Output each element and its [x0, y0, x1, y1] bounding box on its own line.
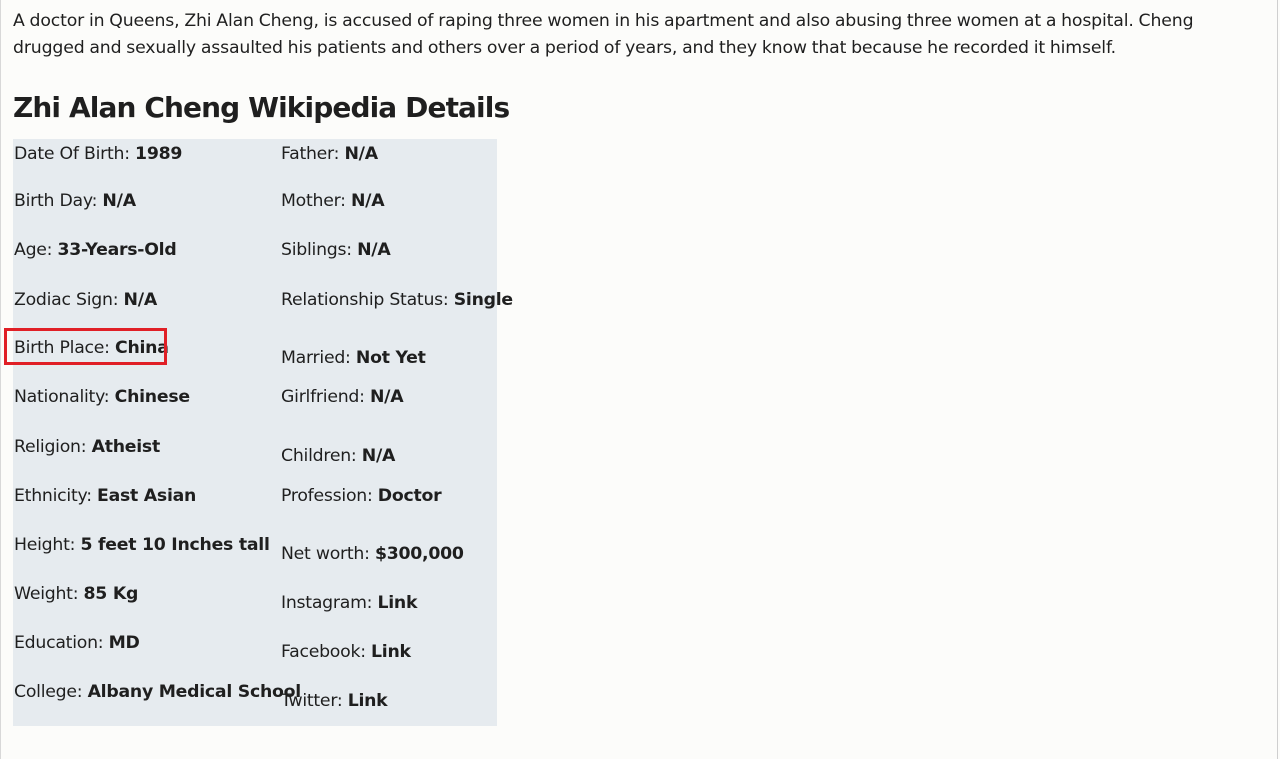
detail-facebook [281, 640, 411, 664]
detail-married [281, 346, 426, 370]
detail-birth-day [14, 189, 136, 213]
detail-label: Girlfriend: [281, 387, 365, 407]
detail-profession [281, 484, 441, 508]
detail-label: Facebook: [281, 642, 366, 662]
detail-value: N/A [357, 240, 391, 260]
page-heading: Zhi Alan Cheng Wikipedia Details [13, 91, 510, 124]
detail-mother [281, 189, 384, 213]
detail-label: Siblings: [281, 240, 352, 260]
detail-value: 33-Years-Old [57, 240, 177, 260]
detail-label: Date Of Birth: [14, 144, 130, 164]
detail-value: N/A [361, 446, 396, 466]
detail-label: College: [14, 682, 83, 702]
detail-value: Single [453, 290, 513, 310]
detail-net-worth [281, 542, 464, 566]
detail-label: Religion: [14, 437, 87, 457]
detail-twitter [281, 689, 387, 713]
detail-value: East Asian [97, 486, 197, 506]
detail-value: N/A [102, 191, 136, 211]
detail-religion [14, 435, 160, 459]
detail-label: Instagram: [281, 593, 373, 613]
detail-weight [14, 582, 138, 606]
detail-value: N/A [350, 191, 385, 211]
detail-label: Zodiac Sign: [14, 290, 119, 310]
detail-label: Ethnicity: [14, 486, 92, 506]
page-right-border [1277, 0, 1278, 759]
detail-label: Weight: [14, 584, 79, 604]
detail-children [281, 444, 395, 468]
detail-label: Height: [14, 535, 76, 555]
detail-value: 85 Kg [83, 584, 139, 604]
detail-value: N/A [123, 290, 157, 310]
detail-zodiac-sign [14, 288, 157, 312]
detail-value: Albany Medical School [87, 682, 301, 702]
facebook-link[interactable]: Link [371, 642, 411, 662]
detail-label: Married: [281, 348, 351, 368]
detail-value: China [115, 338, 169, 358]
detail-siblings [281, 238, 391, 262]
detail-ethnicity [14, 484, 196, 508]
detail-label: Mother: [281, 191, 346, 211]
detail-value: Atheist [91, 437, 160, 457]
detail-height [14, 533, 270, 557]
detail-education [14, 631, 140, 655]
detail-label: Nationality: [14, 387, 110, 407]
detail-label: Twitter: [281, 691, 343, 711]
detail-label: Education: [14, 633, 104, 653]
detail-girlfriend [281, 385, 403, 409]
detail-label: Net worth: [281, 544, 370, 564]
detail-date-of-birth [14, 142, 182, 166]
detail-value: Chinese [114, 387, 190, 407]
twitter-link[interactable]: Link [347, 691, 388, 711]
detail-college [14, 680, 301, 704]
detail-value: 5 feet 10 Inches tall [80, 535, 270, 555]
intro-paragraph: A doctor in Queens, Zhi Alan Cheng, is accused of raping three women in his apartment and also abusing three women at a hospital. Cheng drugged and sexually assaulted his patients and others over a period of years, and they know that because he recorded it himself. [13, 11, 1194, 58]
detail-label: Profession: [281, 486, 373, 506]
detail-label: Birth Day: [14, 191, 98, 211]
detail-value: MD [108, 633, 140, 653]
detail-value: N/A [344, 144, 378, 164]
detail-label: Children: [281, 446, 357, 466]
detail-instagram [281, 591, 417, 615]
detail-value: 1989 [135, 144, 183, 164]
detail-label: Father: [281, 144, 340, 164]
detail-nationality [14, 385, 190, 409]
birth-place-highlight-box [4, 328, 167, 365]
detail-label: Age: [14, 240, 53, 260]
detail-age [14, 238, 176, 262]
detail-father [281, 142, 378, 166]
detail-label: Relationship Status: [281, 290, 449, 310]
detail-label: Birth Place: [14, 338, 110, 358]
instagram-link[interactable]: Link [377, 593, 418, 613]
detail-value: N/A [369, 387, 404, 407]
detail-value: Doctor [377, 486, 442, 506]
detail-value: $300,000 [374, 544, 464, 564]
detail-relationship-status [281, 288, 513, 312]
detail-value: Not Yet [355, 348, 426, 368]
details-table [13, 139, 513, 726]
